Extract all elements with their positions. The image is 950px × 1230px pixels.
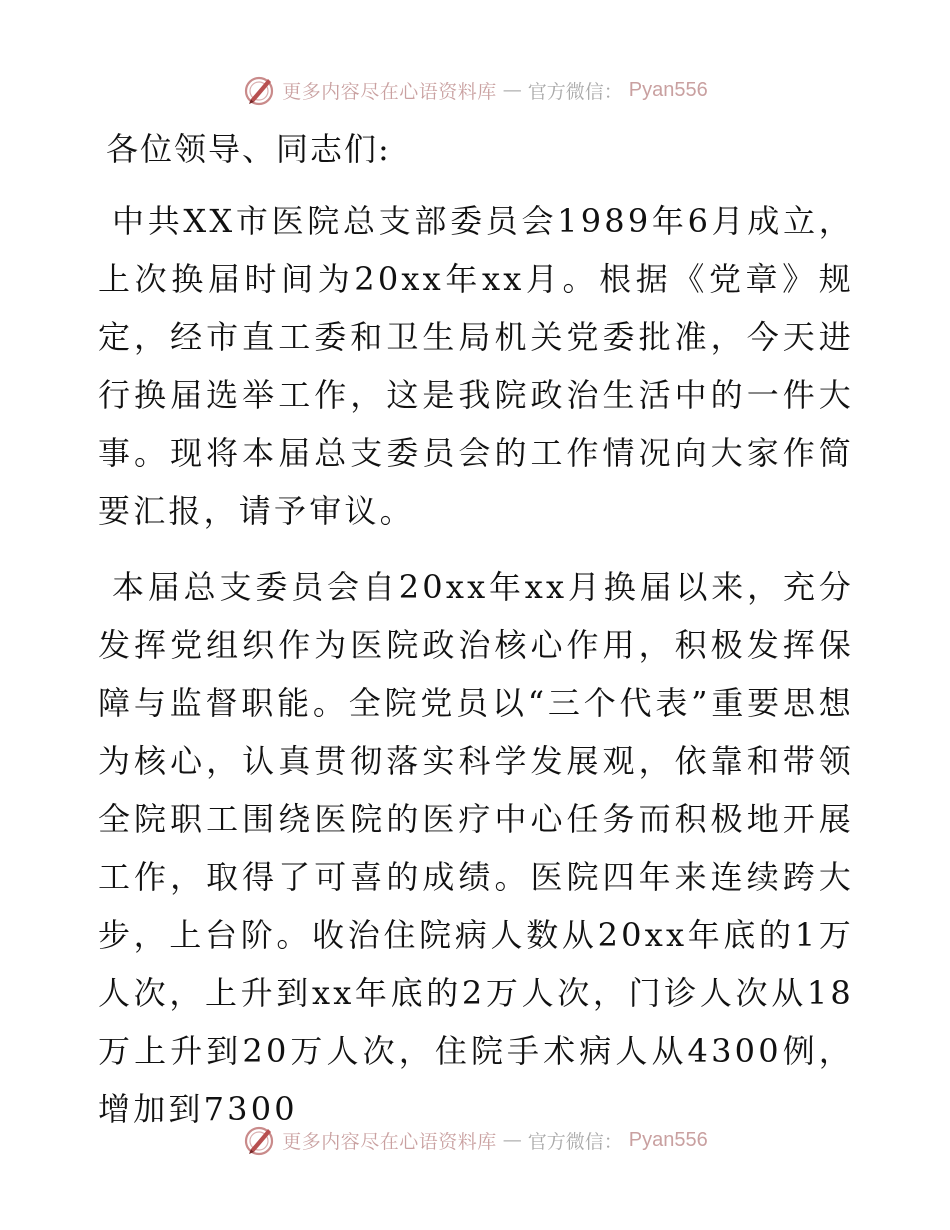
header-watermark — [0, 70, 950, 110]
salutation: 各位领导、同志们: — [106, 130, 391, 168]
watermark-separator: — — [502, 79, 522, 101]
watermark-official-label: 官方微信： — [527, 80, 623, 103]
footer-watermark — [0, 1120, 950, 1160]
paragraph-2: 本届总支委员会自20xx年xx月换届以来，充分发挥党组织作为医院政治核心作用，积极发挥保障与监督职能。全院党员以“三个代表”重要思想为核心，认真贯彻落实科学发展观，依靠和带领全院职工围绕医院的医疗中心任务而积极地开展工作，取得了可喜的成绩。医院四年来连续跨大步，上台阶。收治住院病人数从20xx年底的1万人次，上升到xx年底的2万人次，门诊人次从18万上升到20万人次，住院手术病人从4300例，增加到7300 — [98, 568, 854, 1128]
pen-circle-logo-icon — [242, 1123, 276, 1157]
pen-circle-logo-icon — [242, 73, 276, 107]
watermark-wechat-id: Pyan556 — [628, 1128, 708, 1151]
document-body — [98, 120, 854, 1156]
watermark-separator: — — [502, 1129, 522, 1151]
watermark-official-label: 官方微信： — [527, 1130, 623, 1153]
paragraph-1: 中共XX市医院总支部委员会1989年6月成立，上次换届时间为20xx年xx月。根据《党章》规定，经市直工委和卫生局机关党委批准，今天进行换届选举工作，这是我院政治生活中的一件大事。现将本届总支委员会的工作情况向大家作简要汇报，请予审议。 — [98, 202, 854, 530]
watermark-wechat-id: Pyan556 — [628, 78, 708, 101]
watermark-brand-text: 更多内容尽在心语资料库 — [282, 1130, 497, 1153]
watermark-brand-text: 更多内容尽在心语资料库 — [282, 80, 497, 103]
